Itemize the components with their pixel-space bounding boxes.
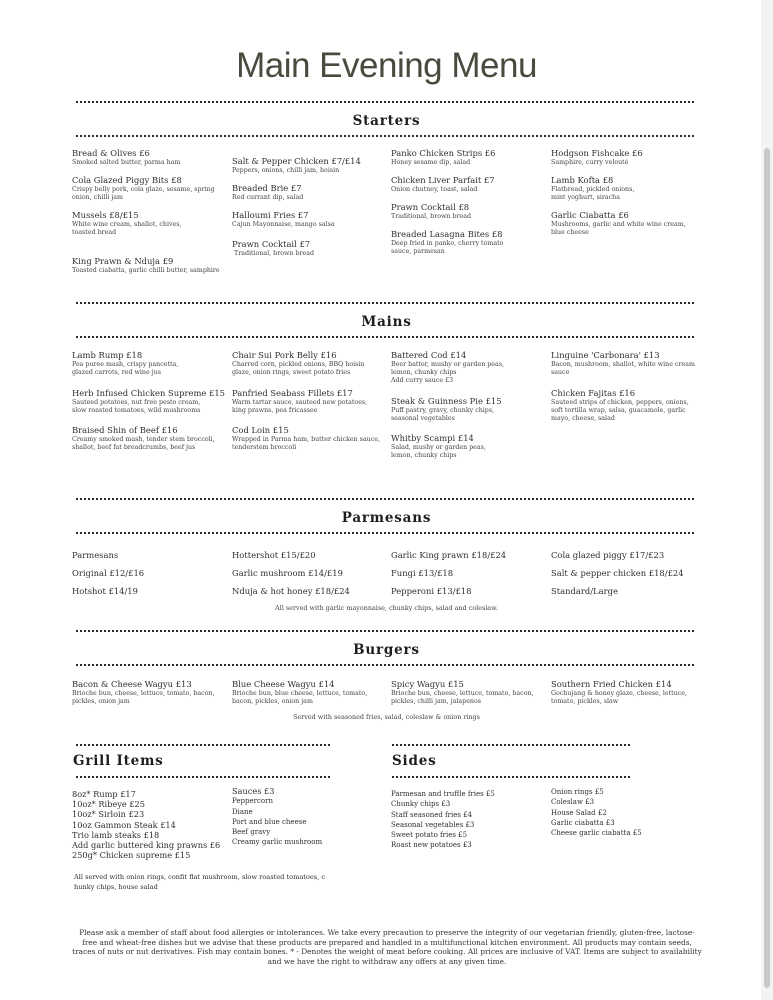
sauce-item: Creamy garlic mushroom [232, 838, 323, 847]
item-desc: Salad, mushy or garden peas, lemon, chunky chips [391, 444, 486, 459]
item-desc: Creamy smoked mash, tender stem broccoli, shallot, beef fat breadcrumbs, beef jus [72, 436, 215, 451]
menu-item [72, 148, 230, 167]
item-name: Whitby Scampi £14 [391, 433, 474, 443]
item-name: Braised Shin of Beef £16 [72, 425, 178, 435]
side-item: Cheese garlic ciabatta £5 [551, 829, 642, 838]
item-name: Panfried Seabass Fillets £17 [232, 388, 353, 398]
menu-item [72, 679, 220, 706]
item-name: Breaded Lasagna Bites £8 [391, 229, 503, 239]
item-desc: White wine cream, shallot, chives, toasted bread [72, 221, 182, 236]
menu-item [391, 202, 549, 221]
menu-item [391, 229, 509, 256]
side-item: House Salad £2 [551, 808, 607, 817]
item-name: King Prawn & Nduja £9 [72, 256, 174, 266]
item-name: Salt & Pepper Chicken £7/£14 [232, 156, 361, 166]
menu-item [72, 388, 226, 415]
item-name: Chicken Fajitas £16 [551, 388, 636, 398]
parmesan-item: Parmesans [72, 550, 119, 560]
menu-item [232, 350, 372, 377]
burgers-note: Served with seasoned fries, salad, coleslaw & onion rings [293, 713, 480, 721]
grill-item: 10oz* Ribeye £25 [72, 799, 145, 810]
item-name: Herb Infused Chicken Supreme £15 [72, 388, 226, 398]
item-desc: Sauteed potatoes, nut free pesto cream, slow roasted tomatoes, wild mushrooms [72, 399, 201, 414]
sauces-heading: Sauces £3 [232, 786, 275, 796]
item-desc: Deep fried in panko, cherry tomato sauce, parmesan [391, 240, 504, 255]
menu-item [551, 175, 647, 202]
divider [76, 776, 330, 778]
side-item: Seasonal vegetables £3 [391, 820, 475, 829]
divider [76, 664, 694, 666]
item-name: Bread & Olives £6 [72, 148, 150, 158]
parmesan-item: Original £12/£16 [72, 568, 145, 578]
parmesan-item: Hotshot £14/19 [72, 586, 138, 596]
item-name: Southern Fried Chicken £14 [551, 679, 672, 689]
item-desc: Onion chutney, toast, salad [391, 186, 478, 193]
item-name: Panko Chicken Strips £6 [391, 148, 496, 158]
side-item: Staff seasoned fries £4 [391, 810, 473, 819]
grill-note-line: hunky chips, house salad [74, 882, 158, 891]
parmesan-item: Pepperoni £13/£18 [391, 586, 472, 596]
divider [392, 744, 630, 746]
menu-item [72, 425, 222, 452]
item-desc: Toasted ciabatta, garlic chilli butter, samphire [72, 267, 220, 274]
item-name: Battered Cod £14 [391, 350, 467, 360]
item-desc: Sauteed strips of chicken, peppers, onions, soft tortilla wrap, salsa, guacamole, garlic mayo, cheese, salad [551, 399, 689, 422]
grill-item: Trio lamb steaks £18 [72, 829, 160, 840]
sauces-list [232, 786, 322, 848]
item-desc: Honey sesame dip, salad [391, 159, 471, 166]
item-desc: Brioche bun, cheese, lettuce, tomato, bacon, pickles, chilli jam, jalapenos [391, 690, 534, 705]
item-desc: Gochujang & honey glaze, cheese, lettuce, tomato, pickles, slaw [551, 690, 688, 705]
grill-item: 250g* Chicken supreme £15 [72, 850, 191, 861]
menu-item [391, 148, 549, 167]
item-name: Lamb Kofta £8 [551, 175, 614, 185]
menu-item [232, 183, 390, 202]
item-desc: Peppers, onions, chilli jam, hoisin [232, 167, 340, 174]
divider [76, 336, 694, 338]
item-desc: Bacon, mushroom, shallot, white wine cream sauce [551, 361, 695, 376]
item-desc: Flatbread, pickled onions, mint yoghurt, siracha [551, 186, 635, 201]
side-item: Garlic ciabatta £3 [551, 818, 615, 827]
scrollbar-thumb[interactable] [764, 148, 770, 988]
item-extra: Add curry sauce £3 [391, 377, 454, 384]
menu-item [232, 388, 382, 415]
menu-item [232, 239, 390, 258]
parmesan-item: Garlic King prawn £18/£24 [391, 550, 507, 560]
side-item: Coleslaw £3 [551, 798, 595, 807]
item-name: Spicy Wagyu £15 [391, 679, 464, 689]
item-desc: Traditional, brown bread [234, 250, 315, 257]
item-name: Blue Cheese Wagyu £14 [232, 679, 335, 689]
item-desc: Cajun Mayonnaise, mango salsa [232, 221, 335, 228]
item-desc: Mushrooms, garlic and white wine cream, blue cheese [551, 221, 686, 236]
sauce-item: Diane [232, 807, 253, 816]
item-desc: Charred corn, pickled onions, BBQ hoisin glaze, onion rings, sweet potato fries [232, 361, 365, 376]
grill-item: 10oz* Sirloin £23 [72, 809, 145, 820]
parmesan-item: Cola glazed piggy £17/£23 [551, 550, 665, 560]
menu-item [551, 388, 696, 423]
divider [76, 532, 694, 534]
menu-item [391, 679, 539, 706]
item-desc: Traditional, brown bread [391, 213, 472, 220]
menu-item [72, 210, 190, 237]
item-name: Prawn Cocktail £8 [391, 202, 470, 212]
menu-item [72, 350, 192, 377]
item-name: Cola Glazed Piggy Bits £8 [72, 175, 182, 185]
section-heading-burgers: Burgers [353, 642, 420, 658]
item-desc: Puff pastry, gravy, chunky chips, seasonal vegetables [391, 407, 495, 422]
menu-item [232, 425, 390, 452]
divider [76, 135, 694, 137]
menu-item [391, 175, 549, 194]
scrollbar[interactable] [761, 0, 773, 1000]
side-item: Roast new potatoes £3 [391, 841, 472, 850]
page-title: Main Evening Menu [236, 46, 537, 85]
menu-item [551, 210, 696, 237]
section-heading-grill: Grill Items [73, 753, 164, 769]
sauce-item: Beef gravy [232, 828, 271, 837]
sides-list-2 [551, 787, 642, 838]
menu-item [391, 396, 501, 423]
item-name: Prawn Cocktail £7 [232, 239, 311, 249]
parmesan-item: Fungi £13/£18 [391, 568, 454, 578]
side-item: Onion rings £5 [551, 788, 604, 796]
side-item: Sweet potato fries £5 [391, 831, 468, 840]
item-name: Breaded Brie £7 [232, 183, 302, 193]
section-heading-mains: Mains [361, 314, 412, 330]
item-name: Linguine 'Carbonara' £13 [551, 350, 660, 360]
parmesan-item: Hottershot £15/£20 [232, 550, 316, 560]
sides-list-1 [391, 789, 495, 851]
menu-item [391, 350, 509, 385]
item-desc: Brioche bun, blue cheese, lettuce, tomato, bacon, pickles, onion jam [232, 690, 368, 705]
item-name: Chicken Liver Parfait £7 [391, 175, 495, 185]
grill-list [72, 789, 220, 860]
item-name: Halloumi Fries £7 [232, 210, 309, 220]
sauce-item: Port and blue cheese [232, 817, 307, 826]
side-item: Chunky chips £3 [391, 800, 451, 809]
item-desc: Brioche bun, cheese, lettuce, tomato, bacon, pickles, onion jam [72, 690, 215, 705]
grill-note [74, 873, 325, 892]
grill-item: 10oz Gammon Steak £14 [72, 819, 176, 830]
item-name: Lamb Rump £18 [72, 350, 143, 360]
menu-item [391, 433, 491, 460]
divider [76, 302, 694, 304]
menu-item [232, 156, 390, 175]
parmesan-item: Standard/Large [551, 586, 618, 596]
menu-item [232, 210, 390, 229]
section-heading-parmesans: Parmesans [341, 510, 432, 526]
side-item: Parmesan and truffle fries £5 [391, 790, 495, 798]
divider [392, 776, 630, 778]
item-name: Steak & Guinness Pie £15 [391, 396, 502, 406]
item-desc: Crispy belly pork, cola glaze, sesame, spring onion, chilli jam [72, 186, 215, 201]
item-desc: Red currant dip, salad [232, 194, 304, 201]
grill-item: 8oz* Rump £17 [72, 789, 136, 799]
sauce-item: Peppercorn [232, 797, 273, 806]
section-heading-sides: Sides [392, 753, 437, 769]
menu-item [551, 350, 701, 377]
parmesan-item: Nduja & hot honey £18/£24 [232, 586, 350, 596]
divider [76, 101, 694, 103]
menu-item [551, 148, 701, 167]
divider [76, 498, 694, 500]
item-desc: Beer batter, mushy or garden peas, lemon, chunky chips [391, 361, 505, 376]
section-heading-starters: Starters [352, 113, 421, 129]
item-name: Bacon & Cheese Wagyu £13 [72, 679, 192, 689]
menu-item [72, 175, 222, 202]
item-desc: Wrapped in Parma ham, butter chicken sauce, tenderstem broccoli [232, 436, 380, 451]
allergy-disclaimer: Please ask a member of staff about food allergies or intolerances. We take every precaution to preserve the integrity of our vegetarian friendly, gluten-free, lactose-free and wheat-free dishes but we advise that these products are prepared and handled in a multifunctional kitchen environment. All products may contain seeds, traces of nuts or nut derivatives. Fish may contain bones. * - Denotes the weight of meat before cooking. All prices are inclusive of VAT. Items are subject to availability and we have the right to withdraw any offers at any given time. [72, 928, 702, 966]
parmesan-item: Salt & pepper chicken £18/£24 [551, 568, 684, 578]
item-desc: Warm tartar sauce, sauteed new potatoes, king prawns, pea fricassee [232, 399, 368, 414]
item-name: Chair Sui Pork Belly £16 [232, 350, 337, 360]
parmesans-note: All served with garlic mayonnaise, chunky chips, salad and coleslaw. [275, 604, 498, 612]
item-desc: Pea puree mash, crispy pancetta, glazed carrots, red wine jus [72, 361, 179, 376]
menu-item [551, 679, 691, 706]
item-name: Hodgson Fishcake £6 [551, 148, 643, 158]
divider [76, 630, 694, 632]
grill-note-line: All served with onion rings, confit flat mushroom, slow roasted tomatoes, c [74, 873, 326, 881]
grill-item: Add garlic buttered king prawns £6 [72, 840, 221, 851]
item-name: Cod Loin £15 [232, 425, 289, 435]
menu-item [72, 256, 230, 275]
item-name: Garlic Ciabatta £6 [551, 210, 629, 220]
menu-item [232, 679, 370, 706]
parmesan-item: Garlic mushroom £14/£19 [232, 568, 343, 578]
item-desc: Smoked salted butter, parma ham [72, 159, 181, 166]
divider [76, 744, 330, 746]
item-name: Mussels £8/£15 [72, 210, 139, 220]
item-desc: Samphire, curry velouté [551, 159, 629, 166]
